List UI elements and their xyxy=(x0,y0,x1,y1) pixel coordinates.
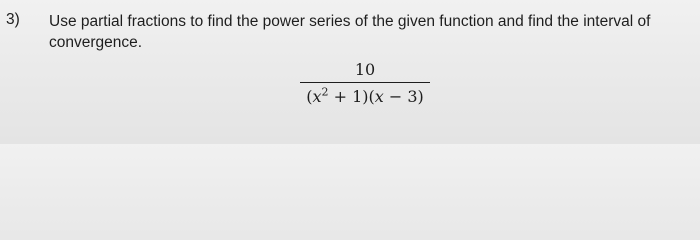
denominator-first-factor-rest: + 1)( xyxy=(328,87,375,106)
denominator-open-paren: ( xyxy=(306,87,313,106)
denominator-variable-x-second: x xyxy=(374,87,384,106)
denominator-variable-x: x xyxy=(312,87,322,106)
problem-number: 3) xyxy=(6,11,20,28)
function-fraction xyxy=(300,60,430,108)
fraction-numerator: 10 xyxy=(354,60,376,79)
denominator-second-factor-rest: − 3) xyxy=(383,87,424,106)
fraction-denominator xyxy=(300,86,430,108)
fraction-bar xyxy=(300,82,430,83)
problem-statement: Use partial fractions to find the power series of the given function and find the interval of convergence. xyxy=(49,13,651,51)
denominator-exponent: 2 xyxy=(321,85,329,99)
